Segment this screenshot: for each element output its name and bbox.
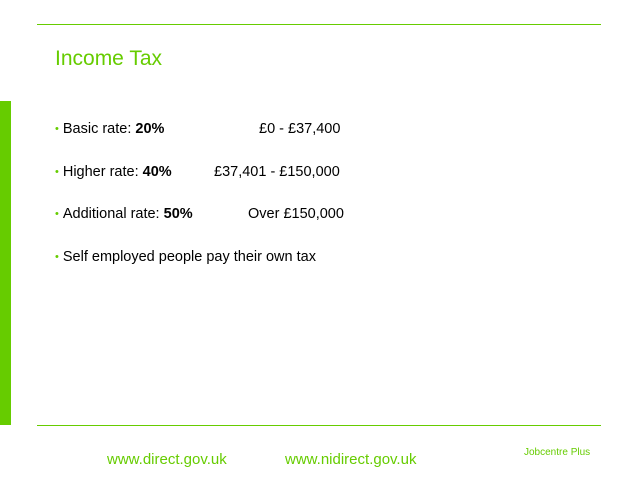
- bullet-label: Additional rate:: [62, 206, 164, 222]
- bullet-dot-icon: •: [55, 251, 59, 263]
- bullet-rate: 20%: [135, 121, 165, 137]
- brand-label: Jobcentre Plus: [524, 447, 591, 458]
- left-accent-bar: [0, 101, 11, 425]
- bullet-dot-icon: •: [55, 166, 59, 178]
- bullet-additional-rate: [55, 206, 344, 222]
- bullet-label: Basic rate:: [62, 121, 136, 137]
- bullet-basic-rate: [55, 121, 341, 137]
- bullet-higher-rate: [55, 164, 340, 180]
- bullet-rate: 50%: [163, 206, 193, 222]
- top-divider: [37, 24, 601, 25]
- bullet-range: Over £150,000: [248, 206, 344, 222]
- bullet-dot-icon: •: [55, 208, 59, 220]
- bullet-rate: 40%: [142, 164, 172, 180]
- footer-link-nidirect[interactable]: www.nidirect.gov.uk: [285, 451, 417, 468]
- bullet-label: Higher rate:: [62, 164, 143, 180]
- bullet-label: Self employed people pay their own tax: [62, 249, 316, 265]
- bullet-dot-icon: •: [55, 123, 59, 135]
- footer-link-direct[interactable]: www.direct.gov.uk: [107, 451, 227, 468]
- slide-title: Income Tax: [55, 47, 162, 70]
- bullet-range: £0 - £37,400: [259, 121, 341, 137]
- bullet-self-employed: [55, 249, 316, 265]
- bottom-divider: [37, 425, 601, 426]
- bullet-range: £37,401 - £150,000: [214, 164, 340, 180]
